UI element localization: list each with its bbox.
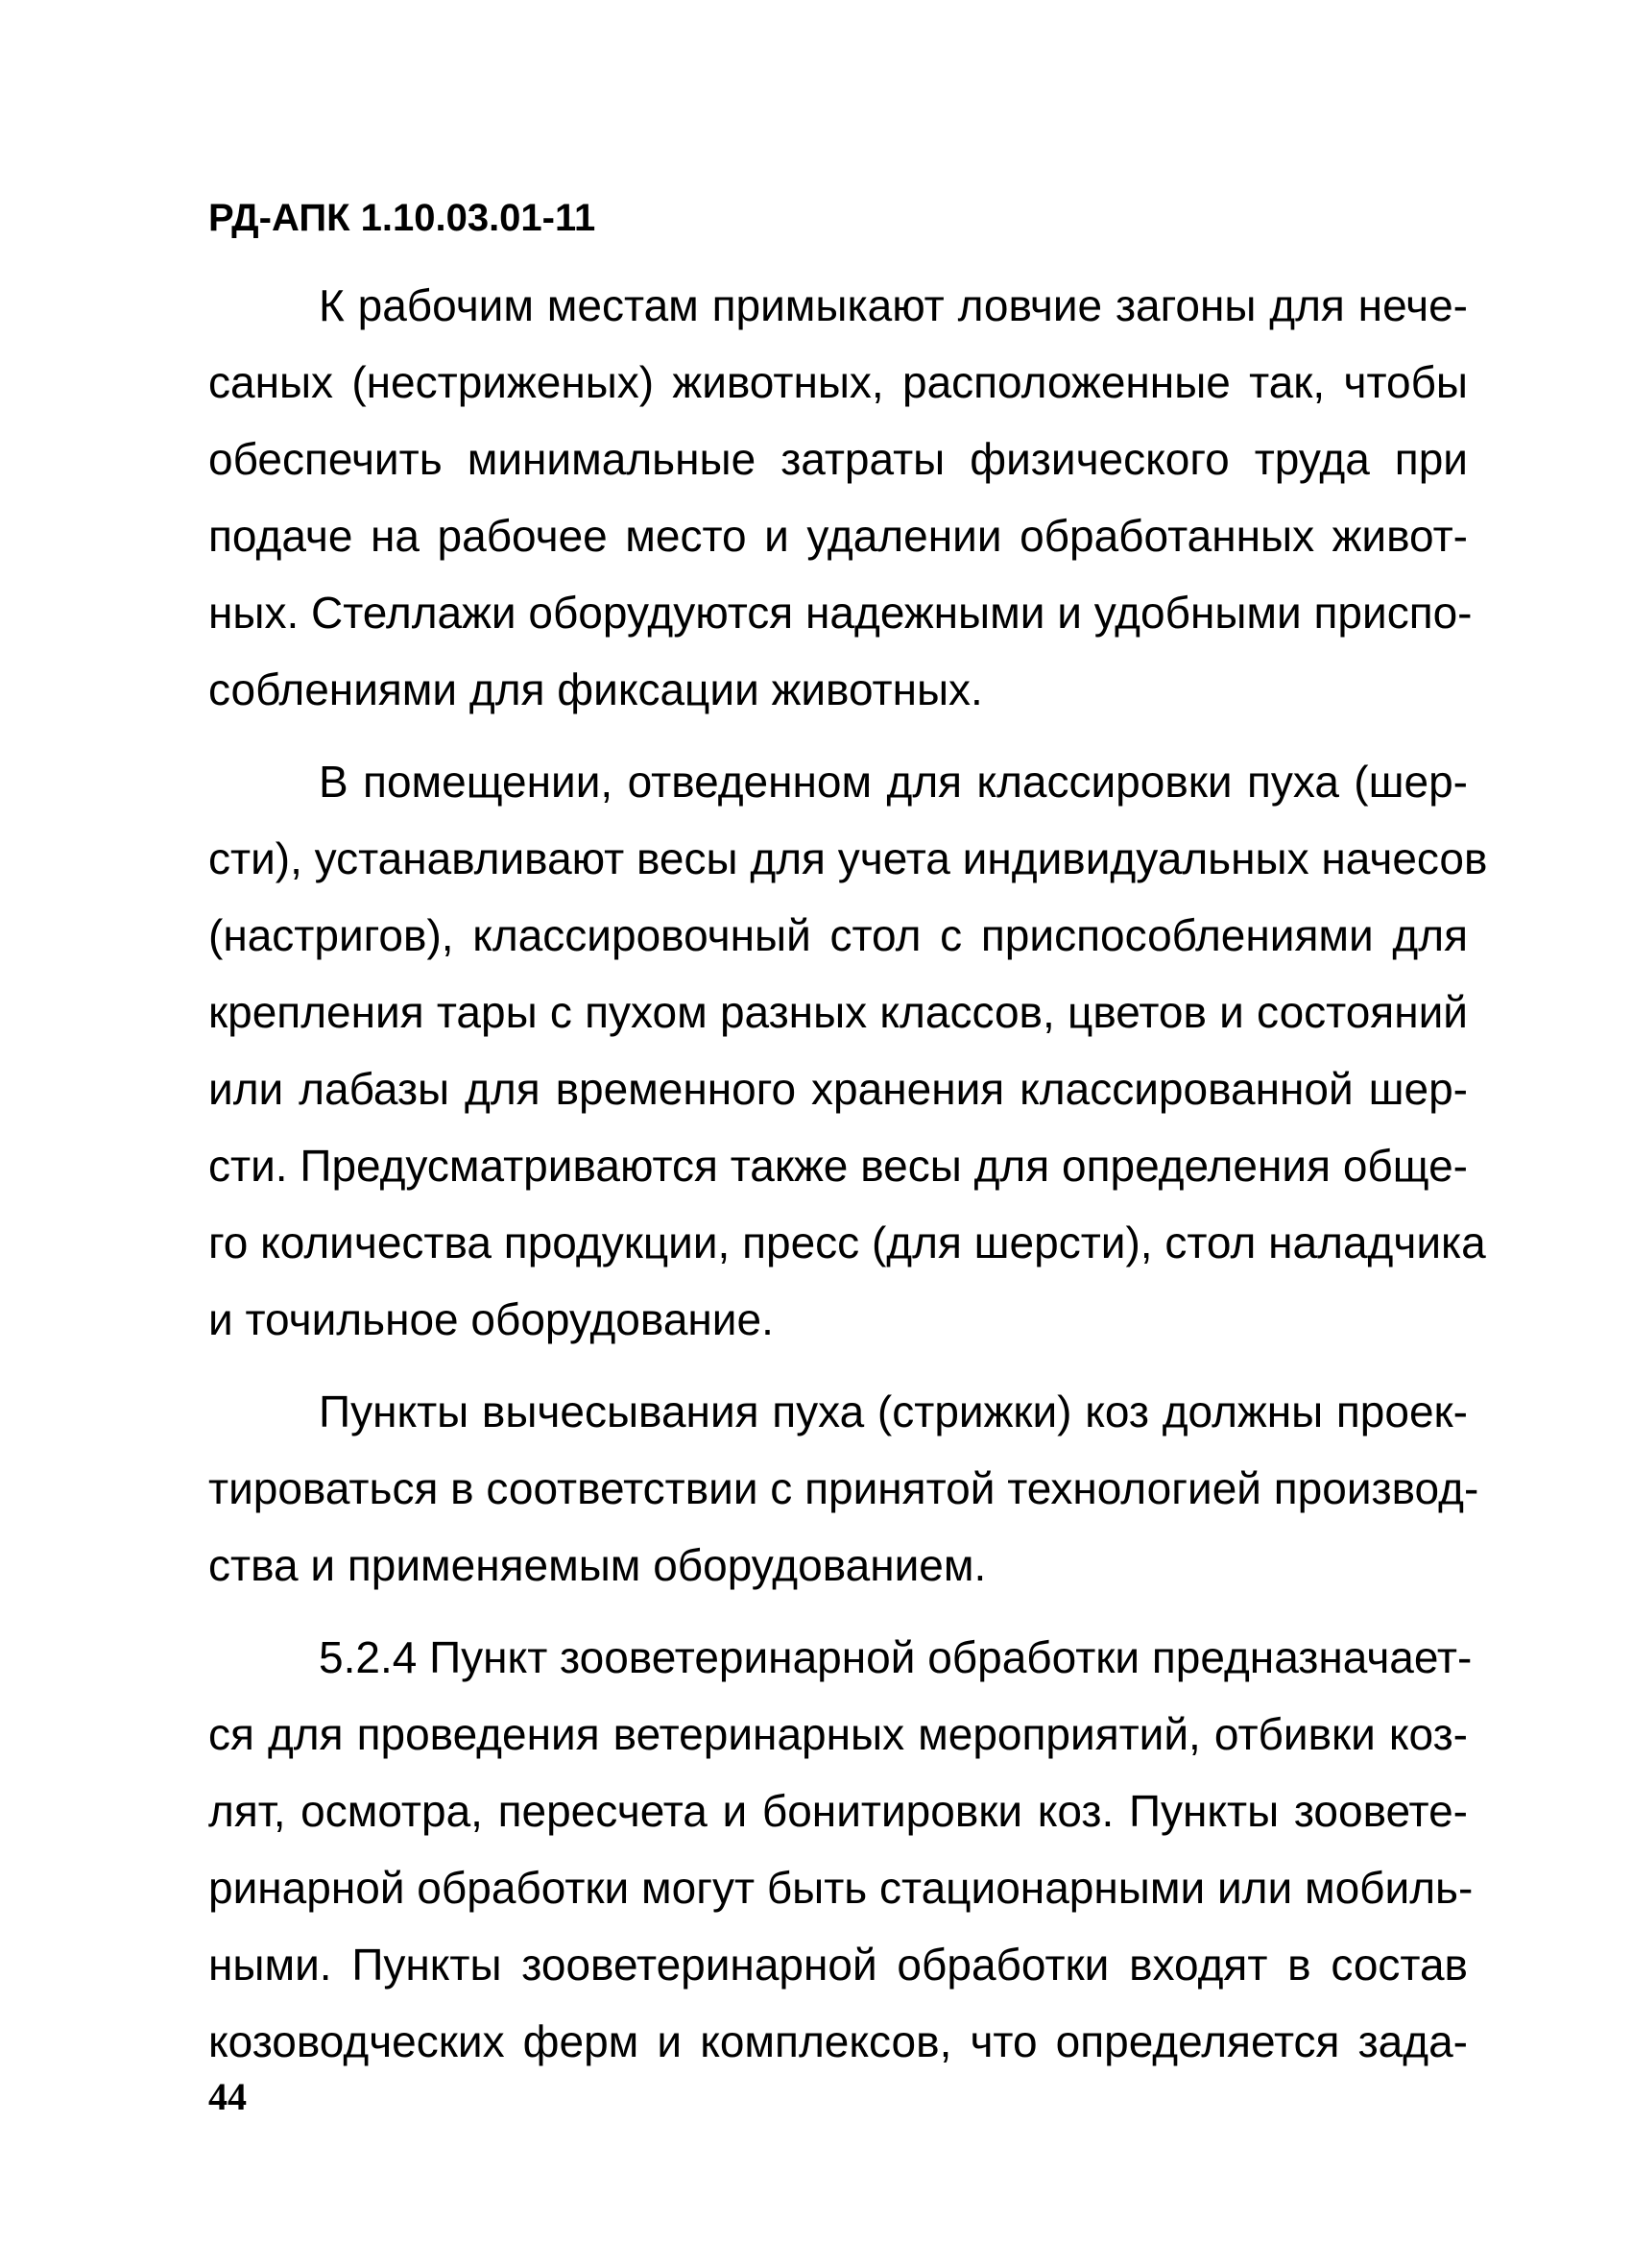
text-line: и точильное оборудование. (208, 1294, 774, 1344)
document-header: РД-АПК 1.10.03.01-11 (208, 197, 596, 239)
text-line: ными. Пункты зооветеринарной обработки входят в состав (208, 1940, 1468, 1990)
text-line: В помещении, отведенном для классировки пуха (шер- (319, 757, 1468, 807)
page-number: 44 (208, 2075, 247, 2118)
text-line: соблениями для фиксации животных. (208, 664, 983, 714)
text-line: обеспечить минимальные затраты физического труда при (208, 434, 1468, 484)
text-line: го количества продукции, пресс (для шерсти), стол наладчика (208, 1218, 1486, 1267)
text-line: подаче на рабочее место и удалении обработанных живот- (208, 511, 1468, 561)
text-line: козоводческих ферм и комплексов, что определяется зада- (208, 2016, 1468, 2066)
text-line: или лабазы для временного хранения классированной шер- (208, 1064, 1468, 1114)
text-line: (настригов), классировочный стол с приспособлениями для (208, 910, 1468, 960)
text-line: ринарной обработки могут быть стационарными или мобиль- (208, 1863, 1474, 1913)
paragraph (208, 267, 1473, 728)
paragraph (208, 1373, 1479, 1604)
paragraph (208, 743, 1488, 1358)
text-line: саных (нестриженых) животных, расположенные так, чтобы (208, 357, 1468, 407)
text-line: лят, осмотра, пересчета и бонитировки коз. Пункты зоовете- (208, 1786, 1468, 1836)
text-line: ных. Стеллажи оборудуются надежными и удобными приспо- (208, 588, 1473, 638)
text-line: тироваться в соответствии с принятой технологией производ- (208, 1463, 1479, 1513)
paragraph (208, 1619, 1474, 2080)
text-line: крепления тары с пухом разных классов, цветов и состояний (208, 987, 1468, 1037)
document-body (208, 267, 1488, 2095)
text-line: сти. Предусматриваются также весы для определения обще- (208, 1141, 1468, 1191)
text-line: сти), устанавливают весы для учета индивидуальных начесов (208, 833, 1488, 883)
text-line: Пункты вычесывания пуха (стрижки) коз должны проек- (319, 1387, 1468, 1436)
text-line: ства и применяемым оборудованием. (208, 1540, 987, 1590)
text-line: К рабочим местам примыкают ловчие загоны для нече- (319, 280, 1468, 330)
text-line: 5.2.4 Пункт зооветеринарной обработки предназначает- (319, 1632, 1473, 1682)
text-line: ся для проведения ветеринарных мероприятий, отбивки коз- (208, 1709, 1468, 1759)
